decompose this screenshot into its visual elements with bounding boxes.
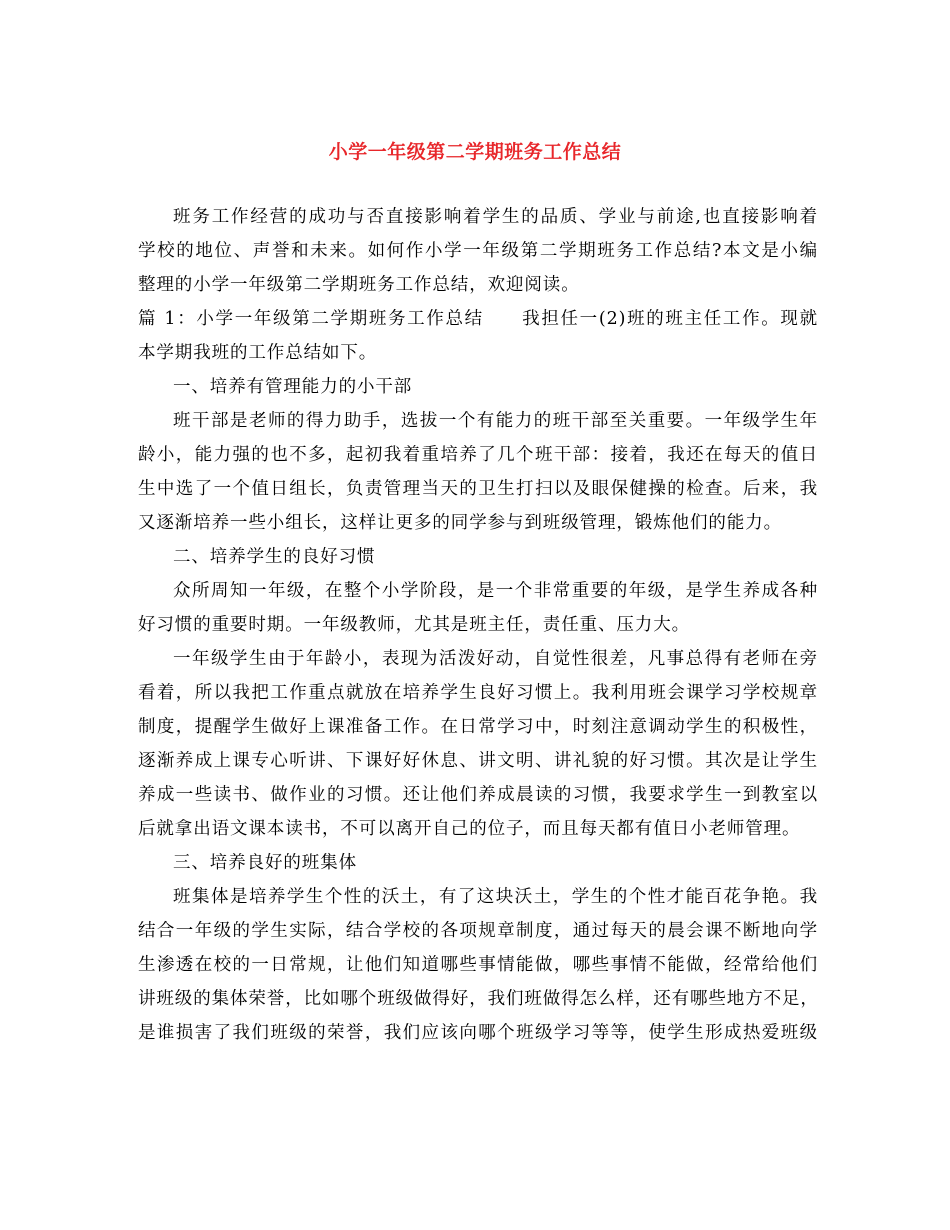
paragraph-line: 龄小，能力强的也不多，起初我着重培养了几个班干部：接着，我还在每天的值日 [138, 445, 818, 465]
paragraph-line: 逐渐养成上课专心听讲、下课好好休息、讲文明、讲礼貌的好习惯。其次是让学生 [138, 751, 818, 771]
paragraph-line: 本学期我班的工作总结如下。 [138, 343, 378, 363]
paragraph-line: 学校的地位、声誉和未来。如何作小学一年级第二学期班务工作总结?本文是小编 [138, 241, 818, 261]
paragraph-line: 整理的小学一年级第二学期班务工作总结，欢迎阅读。 [138, 275, 580, 295]
section-heading: 二、培养学生的良好习惯 [173, 547, 376, 567]
paragraph-line: 制度，提醒学生做好上课准备工作。在日常学习中，时刻注意调动学生的积极性， [138, 717, 818, 737]
paragraph-line: 好习惯的重要时期。一年级教师，尤其是班主任，责任重、压力大。 [138, 615, 690, 635]
section-heading: 一、培养有管理能力的小干部 [173, 377, 413, 397]
paragraph-line: 养成一些读书、做作业的习惯。还让他们养成晨读的习惯，我要求学生一到教室以 [138, 785, 818, 805]
section-heading: 三、培养良好的班集体 [173, 853, 357, 873]
document-body [138, 200, 818, 1050]
paragraph-line: 生渗透在校的一日常规，让他们知道哪些事情能做，哪些事情不能做，经常给他们 [138, 955, 818, 975]
paragraph-line: 讲班级的集体荣誉，比如哪个班级做得好，我们班做得怎么样，还有哪些地方不足， [138, 989, 819, 1009]
paragraph-line: 又逐渐培养一些小组长，这样让更多的同学参与到班级管理，锻炼他们的能力。 [138, 513, 782, 533]
paragraph-line: 后就拿出语文课本读书，不可以离开自己的位子，而且每天都有值日小老师管理。 [138, 819, 801, 839]
paragraph-line: 一年级学生由于年龄小，表现为活泼好动，自觉性很差，凡事总得有老师在旁 [173, 649, 818, 669]
paragraph-line: 众所周知一年级，在整个小学阶段，是一个非常重要的年级，是学生养成各种 [173, 581, 818, 601]
paragraph-line: 看着，所以我把工作重点就放在培养学生良好习惯上。我利用班会课学习学校规章 [138, 683, 818, 703]
paragraph-line: 篇 1：小学一年级第二学期班务工作总结 我担任一(2)班的班主任工作。现就 [138, 309, 818, 329]
paragraph-line: 班务工作经营的成功与否直接影响着学生的品质、学业与前途,也直接影响着 [173, 207, 818, 227]
paragraph-line: 班集体是培养学生个性的沃土，有了这块沃土，学生的个性才能百花争艳。我 [173, 887, 818, 907]
document-title: 小学一年级第二学期班务工作总结 [328, 141, 622, 163]
paragraph-line: 是谁损害了我们班级的荣誉，我们应该向哪个班级学习等等，使学生形成热爱班级 [138, 1023, 818, 1043]
paragraph-line: 班干部是老师的得力助手，选拔一个有能力的班干部至关重要。一年级学生年 [173, 411, 818, 431]
paragraph-line: 生中选了一个值日组长，负责管理当天的卫生打扫以及眼保健操的检查。后来，我 [138, 479, 818, 499]
paragraph-line: 结合一年级的学生实际，结合学校的各项规章制度，通过每天的晨会课不断地向学 [138, 921, 818, 941]
